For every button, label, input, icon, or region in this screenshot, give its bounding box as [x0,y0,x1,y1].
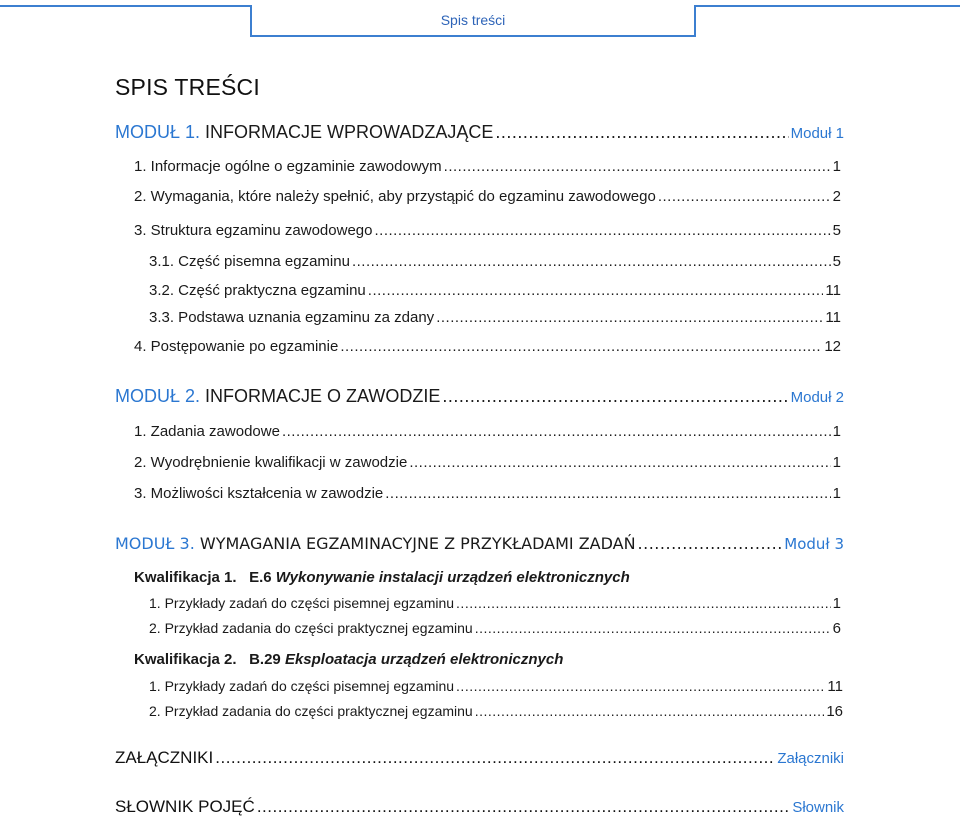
toc-leader [495,122,788,143]
toc-entry[interactable]: 3. Struktura egzaminu zawodowego ..... 5 [134,222,841,239]
toc-entry[interactable]: 2. Wymagania, które należy spełnić, aby przystąpić do egzaminu zawodowego ..... 2 [134,188,841,205]
toc-entry[interactable]: 3.1. Część pisemna egzaminu ..... 5 [149,253,841,270]
toc-entry[interactable]: 3. Możliwości kształcenia w zawodzie ..... 1 [134,485,841,502]
toc-module-1[interactable] [115,122,844,143]
toc-annexes[interactable]: ZAŁĄCZNIKI ..... Załączniki [115,748,844,768]
module-1-page: Moduł 1 [790,125,844,142]
toc-leader [638,534,783,553]
toc-entry[interactable]: 2. Przykład zadania do części praktycznej egzaminu ..... 16 [149,703,843,720]
module-3-title: WYMAGANIA EGZAMINACYJNE Z PRZYKŁADAMI ZADAŃ [199,534,636,553]
module-2-page: Moduł 2 [790,389,844,406]
toc-entry[interactable]: 1. Przykłady zadań do części pisemnej egzaminu ..... 1 [149,595,841,612]
header-rule-right [695,5,960,7]
toc-glossary[interactable]: SŁOWNIK POJĘĆ ..... Słownik [115,797,844,817]
page-title: SPIS TREŚCI [115,74,260,100]
toc-entry[interactable]: 4. Postępowanie po egzaminie ..... 12 [134,338,841,355]
toc-entry[interactable]: 2. Przykład zadania do części praktycznej egzaminu ..... 6 [149,620,841,637]
module-2-prefix: MODUŁ 2. [115,386,201,406]
running-header: Spis treści [250,5,696,37]
qualification-1-heading: Kwalifikacja 1. E.6 Wykonywanie instalacji urządzeń elektronicznych [134,569,630,586]
module-3-page: Moduł 3 [784,535,844,553]
qualification-2-heading: Kwalifikacja 2. B.29 Eksploatacja urządzeń elektronicznych [134,651,564,668]
module-2-title: INFORMACJE O ZAWODZIE [205,386,441,406]
module-1-prefix: MODUŁ 1. [115,122,201,142]
toc-entry[interactable]: 3.3. Podstawa uznania egzaminu za zdany ..... 11 [149,309,841,326]
module-1-title: INFORMACJE WPROWADZAJĄCE [205,122,494,142]
toc-entry[interactable]: 2. Wyodrębnienie kwalifikacji w zawodzie ..... 1 [134,454,841,471]
toc-entry[interactable]: 1. Zadania zawodowe ..... 1 [134,423,841,440]
toc-module-2[interactable] [115,386,844,407]
module-3-prefix: MODUŁ 3. [115,534,195,553]
toc-entry[interactable]: 1. Informacje ogólne o egzaminie zawodowym ..... 1 [134,158,841,175]
toc-leader [442,386,788,407]
toc-module-3[interactable] [115,534,844,553]
header-rule-left [0,5,250,7]
toc-entry[interactable]: 1. Przykłady zadań do części pisemnej egzaminu ..... 11 [149,678,843,695]
toc-entry[interactable]: 3.2. Część praktyczna egzaminu ..... 11 [149,282,841,299]
